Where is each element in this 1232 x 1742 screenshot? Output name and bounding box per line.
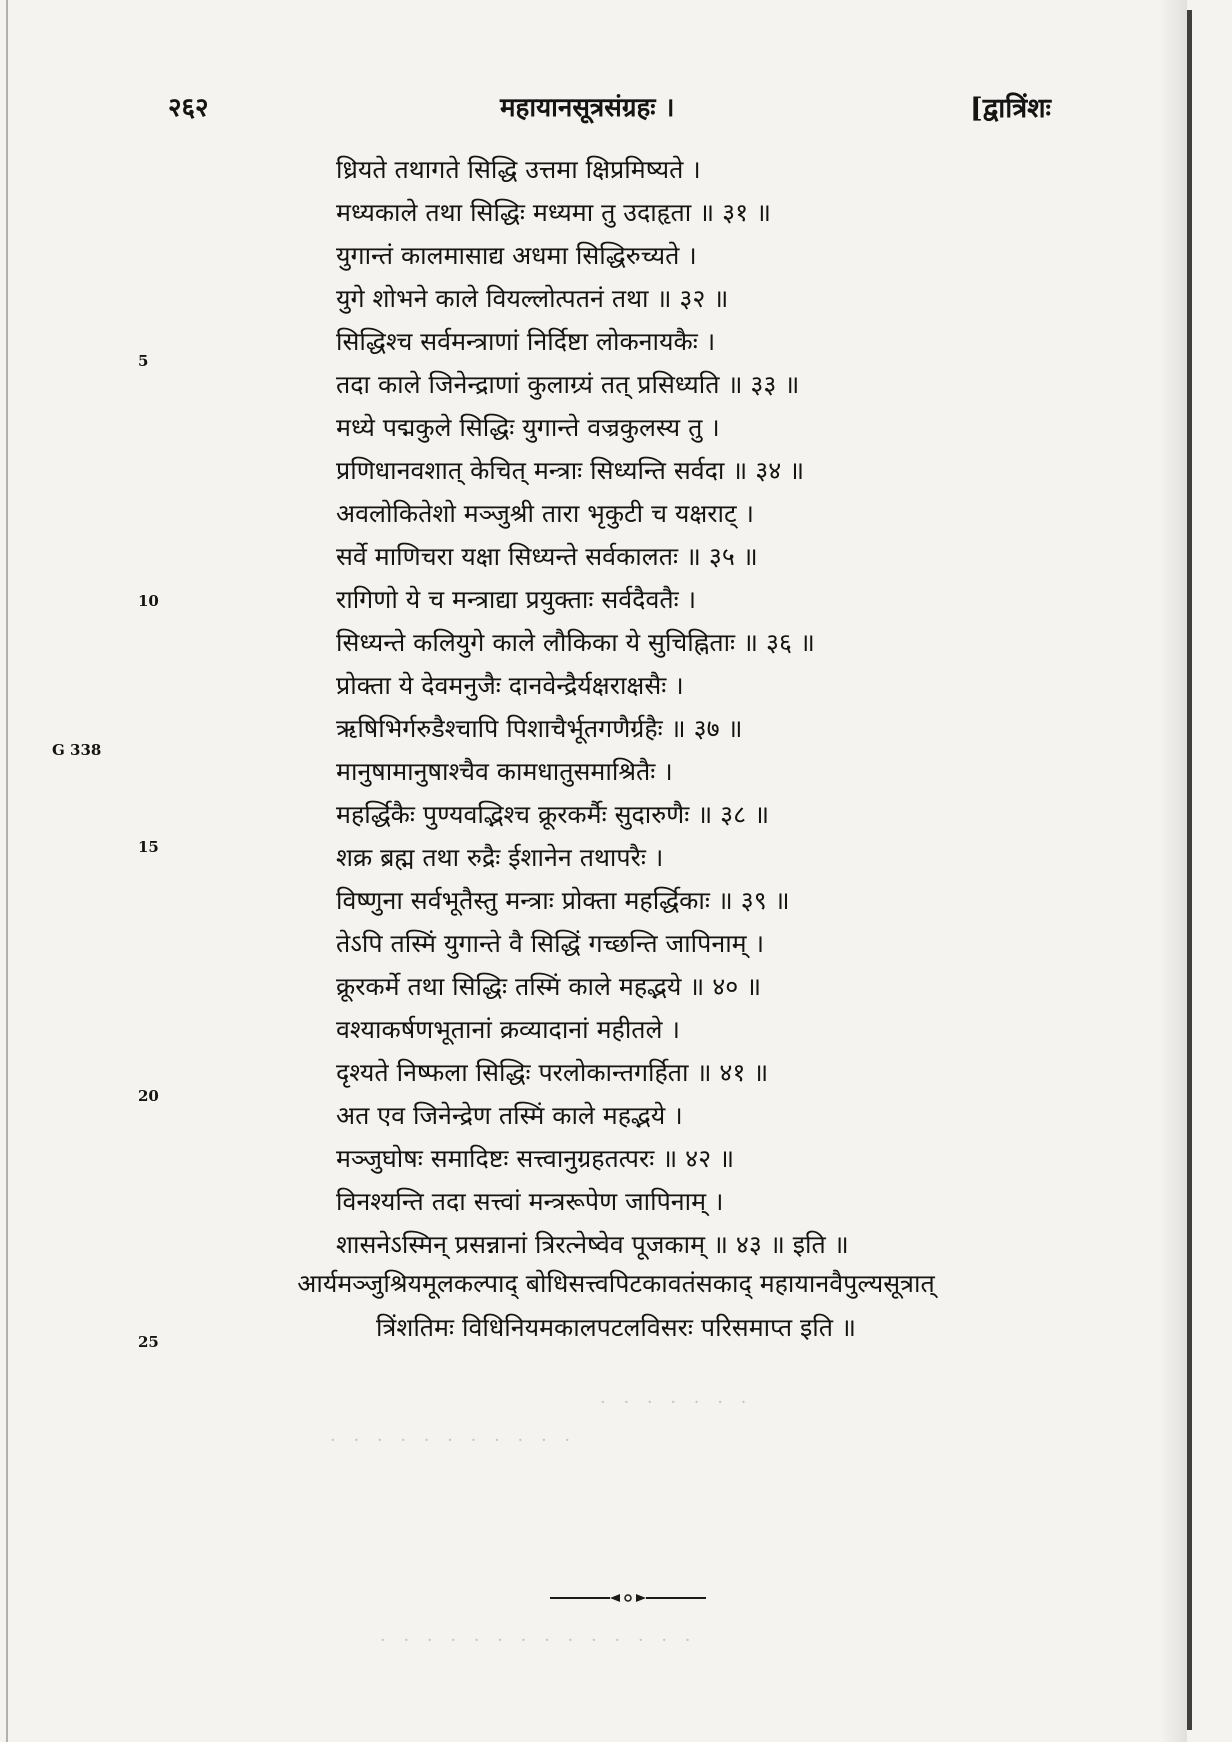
verse-line: शासनेऽस्मिन् प्रसन्नानां त्रिरत्नेष्वेव पूजकाम् ॥ ४३ ॥ इति ॥	[336, 1230, 849, 1259]
verse-line: वश्याकर्षणभूतानां क्रव्यादानां महीतले ।	[336, 1015, 680, 1044]
scan-right-shadow	[1160, 0, 1187, 1742]
chapter-mark: [द्वात्रिंशः	[970, 93, 1052, 124]
page-header	[0, 88, 1232, 128]
edition-reference: G 338	[52, 741, 102, 759]
verse-line: युगान्तं कालमासाद्य अधमा सिद्धिरुच्यते ।	[336, 241, 697, 270]
verse-line: मध्ये पद्मकुले सिद्धिः युगान्ते वज्रकुलस्य तु ।	[336, 413, 720, 442]
page-number: २६२	[168, 93, 209, 123]
line-number: 5	[138, 352, 149, 370]
verse-line: ध्रियते तथागते सिद्धि उत्तमा क्षिप्रमिष्यते ।	[336, 155, 701, 184]
verse-line: प्रोक्ता ये देवमनुजैः दानवेन्द्रैर्यक्षराक्षसैः ।	[336, 671, 684, 700]
verse-line: रागिणो ये च मन्त्राद्या प्रयुक्ताः सर्वदैवतैः ।	[336, 585, 697, 614]
verse-line: विनश्यन्ति तदा सत्त्वां मन्त्ररूपेण जापिनाम् ।	[336, 1187, 724, 1216]
verse-line: तेऽपि तस्मिं युगान्ते वै सिद्धिं गच्छन्ति जापिनाम् ।	[336, 929, 765, 958]
verse-line: मानुषामानुषाश्चैव कामधातुसमाश्रितैः ।	[336, 757, 673, 786]
scan-noise: · · · · · · · · · · ·	[330, 1430, 577, 1451]
line-number: 25	[138, 1333, 159, 1351]
verse-line: सर्वे माणिचरा यक्षा सिध्यन्ते सर्वकालतः ॥ ३५ ॥	[336, 542, 758, 571]
verse-line: मञ्जुघोषः समादिष्टः सत्त्वानुग्रहतत्परः ॥ ४२ ॥	[336, 1144, 735, 1173]
verse-line: अत एव जिनेन्द्रेण तस्मिं काले महद्भये ।	[336, 1101, 683, 1130]
verse-line: दृश्यते निष्फला सिद्धिः परलोकान्तगर्हिता ॥ ४१ ॥	[336, 1058, 769, 1087]
verse-line: तदा काले जिनेन्द्राणां कुलाग्र्यं तत् प्रसिध्यति ॥ ३३ ॥	[336, 370, 800, 399]
verse-line: महर्द्धिकैः पुण्यवद्भिश्च क्रूरकर्मैः सुदारुणैः ॥ ३८ ॥	[336, 800, 770, 829]
colophon-line: आर्यमञ्जुश्रियमूलकल्पाद् बोधिसत्त्वपिटकावतंसकाद् महायानवैपुल्यसूत्रात्	[297, 1269, 935, 1298]
verse-line: मध्यकाले तथा सिद्धिः मध्यमा तु उदाहृता ॥ ३१ ॥	[336, 198, 772, 227]
verse-line: शक्र ब्रह्म तथा रुद्रैः ईशानेन तथापरैः ।	[336, 843, 664, 872]
verse-line: प्रणिधानवशात् केचित् मन्त्राः सिध्यन्ति सर्वदा ॥ ३४ ॥	[336, 456, 805, 485]
verse-line: अवलोकितेशो मञ्जुश्री तारा भृकुटी च यक्षराट् ।	[336, 499, 755, 528]
scan-left-edge	[6, 0, 8, 1742]
line-number: 15	[138, 838, 159, 856]
verse-line: विष्णुना सर्वभूतैस्तु मन्त्राः प्रोक्ता महर्द्धिकाः ॥ ३९ ॥	[336, 886, 790, 915]
verse-line: क्रूरकर्मे तथा सिद्धिः तस्मिं काले महद्भये ॥ ४० ॥	[336, 972, 762, 1001]
verse-line: सिद्धिश्च सर्वमन्त्राणां निर्दिष्टा लोकनायकैः ।	[336, 327, 716, 356]
scan-noise: · · · · · · ·	[600, 1392, 753, 1413]
running-title: महायानसूत्रसंग्रहः ।	[500, 93, 675, 123]
scan-right-edge	[1187, 10, 1192, 1730]
scan-noise: · · · · · · · · · · · · · ·	[380, 1630, 697, 1651]
ornament-divider-icon	[548, 1588, 708, 1608]
verse-line: सिध्यन्ते कलियुगे काले लौकिका ये सुचिह्निताः ॥ ३६ ॥	[336, 628, 815, 657]
line-number: 20	[138, 1087, 159, 1105]
verse-line: ऋषिभिर्गरुडैश्चापि पिशाचैर्भूतगणैर्ग्रहैः ॥ ३७ ॥	[336, 714, 743, 743]
line-number: 10	[138, 592, 159, 610]
verse-line: युगे शोभने काले वियल्लोत्पतनं तथा ॥ ३२ ॥	[336, 284, 729, 313]
colophon-line: त्रिंशतिमः विधिनियमकालपटलविसरः परिसमाप्त इति ॥	[376, 1313, 856, 1342]
